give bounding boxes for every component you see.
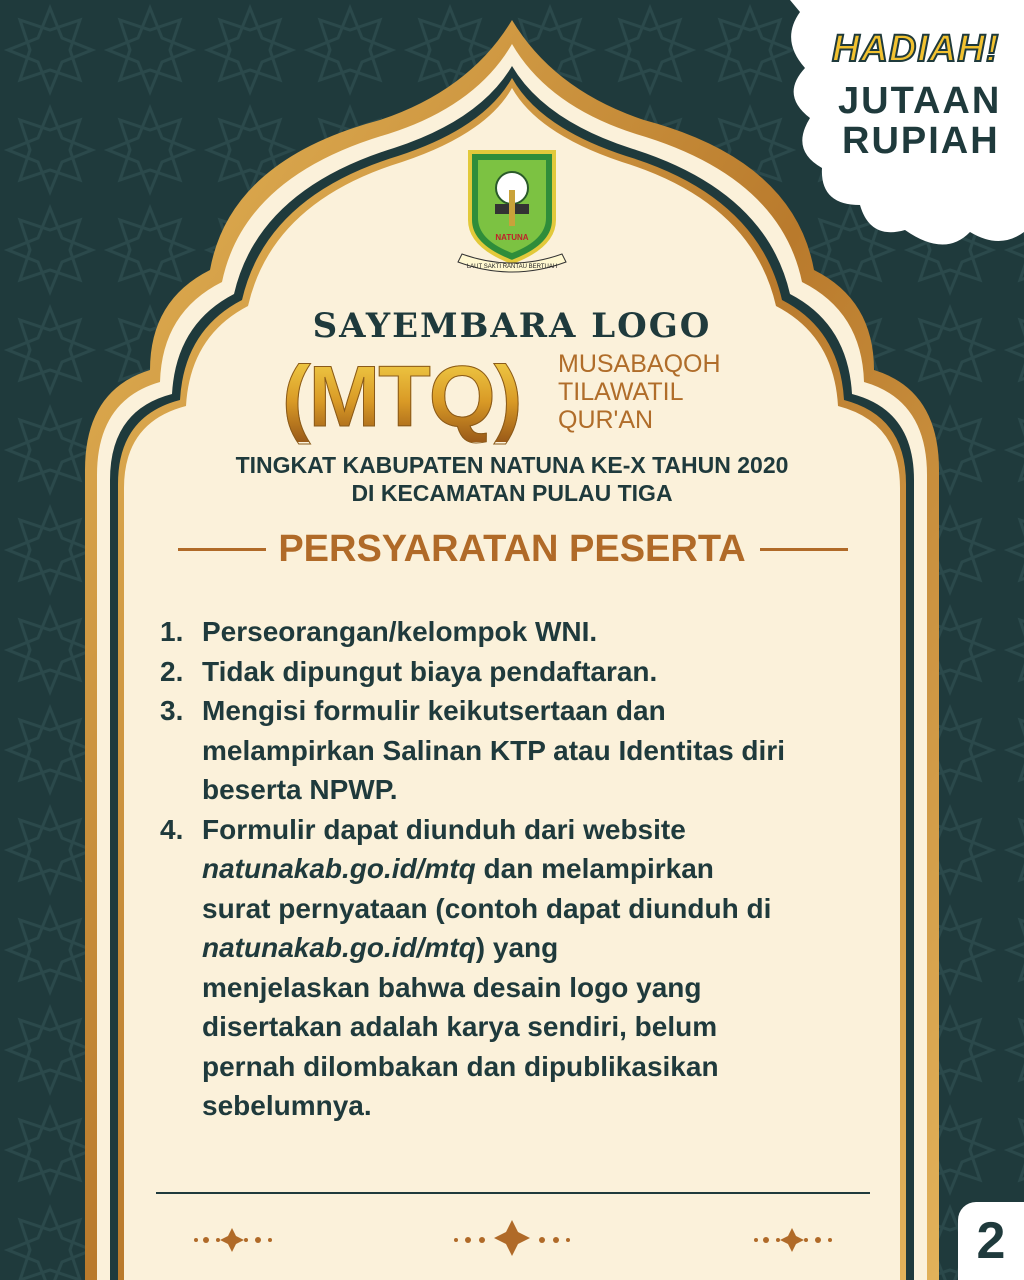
- list-item: [160, 691, 880, 810]
- item-number: 4.: [160, 813, 184, 845]
- page-number: 2: [958, 1202, 1024, 1280]
- section-heading: PERSYARATAN PESERTA: [278, 528, 746, 570]
- item-number: 1.: [160, 616, 184, 647]
- item-text: Tidak dipungut biaya pendaftaran.: [202, 655, 658, 687]
- item-line: Formulir dapat diunduh dari website: [202, 813, 686, 845]
- mtq-word-2: TILAWATIL: [558, 378, 684, 406]
- item-number: 3.: [160, 695, 184, 726]
- subtitle-line-2: DI KECAMATAN PULAU TIGA: [351, 480, 673, 506]
- footer-divider: [156, 1192, 870, 1194]
- item-line: pernah dilombakan dan dipublikasikan: [202, 1050, 719, 1082]
- list-item: [160, 652, 880, 692]
- poster-title: SAYEMBARA LOGO: [312, 306, 712, 346]
- item-line: surat pernyataan (contoh dapat diunduh di: [202, 892, 772, 924]
- mtq-word-3: QUR'AN: [558, 406, 654, 434]
- list-item: [160, 810, 880, 1126]
- item-text: Perseorangan/kelompok WNI.: [202, 616, 598, 647]
- item-number: 2.: [160, 655, 184, 687]
- item-line: sebelumnya.: [202, 1090, 372, 1121]
- badge-jutaan: JUTAAN: [838, 80, 1002, 122]
- item-line: disertakan adalah karya sendiri, belum: [202, 1011, 718, 1042]
- item-line: Mengisi formulir keikutsertaan dan: [202, 695, 666, 726]
- requirements-list: [160, 612, 880, 1126]
- item-line: [202, 849, 880, 889]
- mtq-word-1: MUSABAQOH: [558, 350, 721, 378]
- badge-hadiah: HADIAH!: [832, 28, 1000, 70]
- badge-rupiah: RUPIAH: [842, 120, 1000, 162]
- item-text: ) yang: [475, 932, 559, 963]
- item-line: beserta NPWP.: [202, 774, 398, 805]
- svg-text:NATUNA: NATUNA: [495, 233, 529, 242]
- subtitle-line-1: TINGKAT KABUPATEN NATUNA KE-X TAHUN 2020: [235, 452, 789, 478]
- item-text: dan melampirkan: [475, 853, 714, 884]
- item-line: menjelaskan bahwa desain logo yang: [202, 971, 702, 1003]
- website-link: natunakab.go.id/mtq: [202, 932, 476, 963]
- website-link: natunakab.go.id/mtq: [202, 853, 476, 884]
- item-line: [202, 928, 880, 968]
- mtq-acronym: (MTQ): [282, 349, 521, 445]
- item-line: melampirkan Salinan KTP atau Identitas diri: [202, 734, 785, 766]
- svg-text:LAUT SAKTI RANTAU BERTUAH: LAUT SAKTI RANTAU BERTUAH: [466, 264, 558, 270]
- list-item: [160, 612, 880, 652]
- mtq-full-name: [558, 350, 721, 434]
